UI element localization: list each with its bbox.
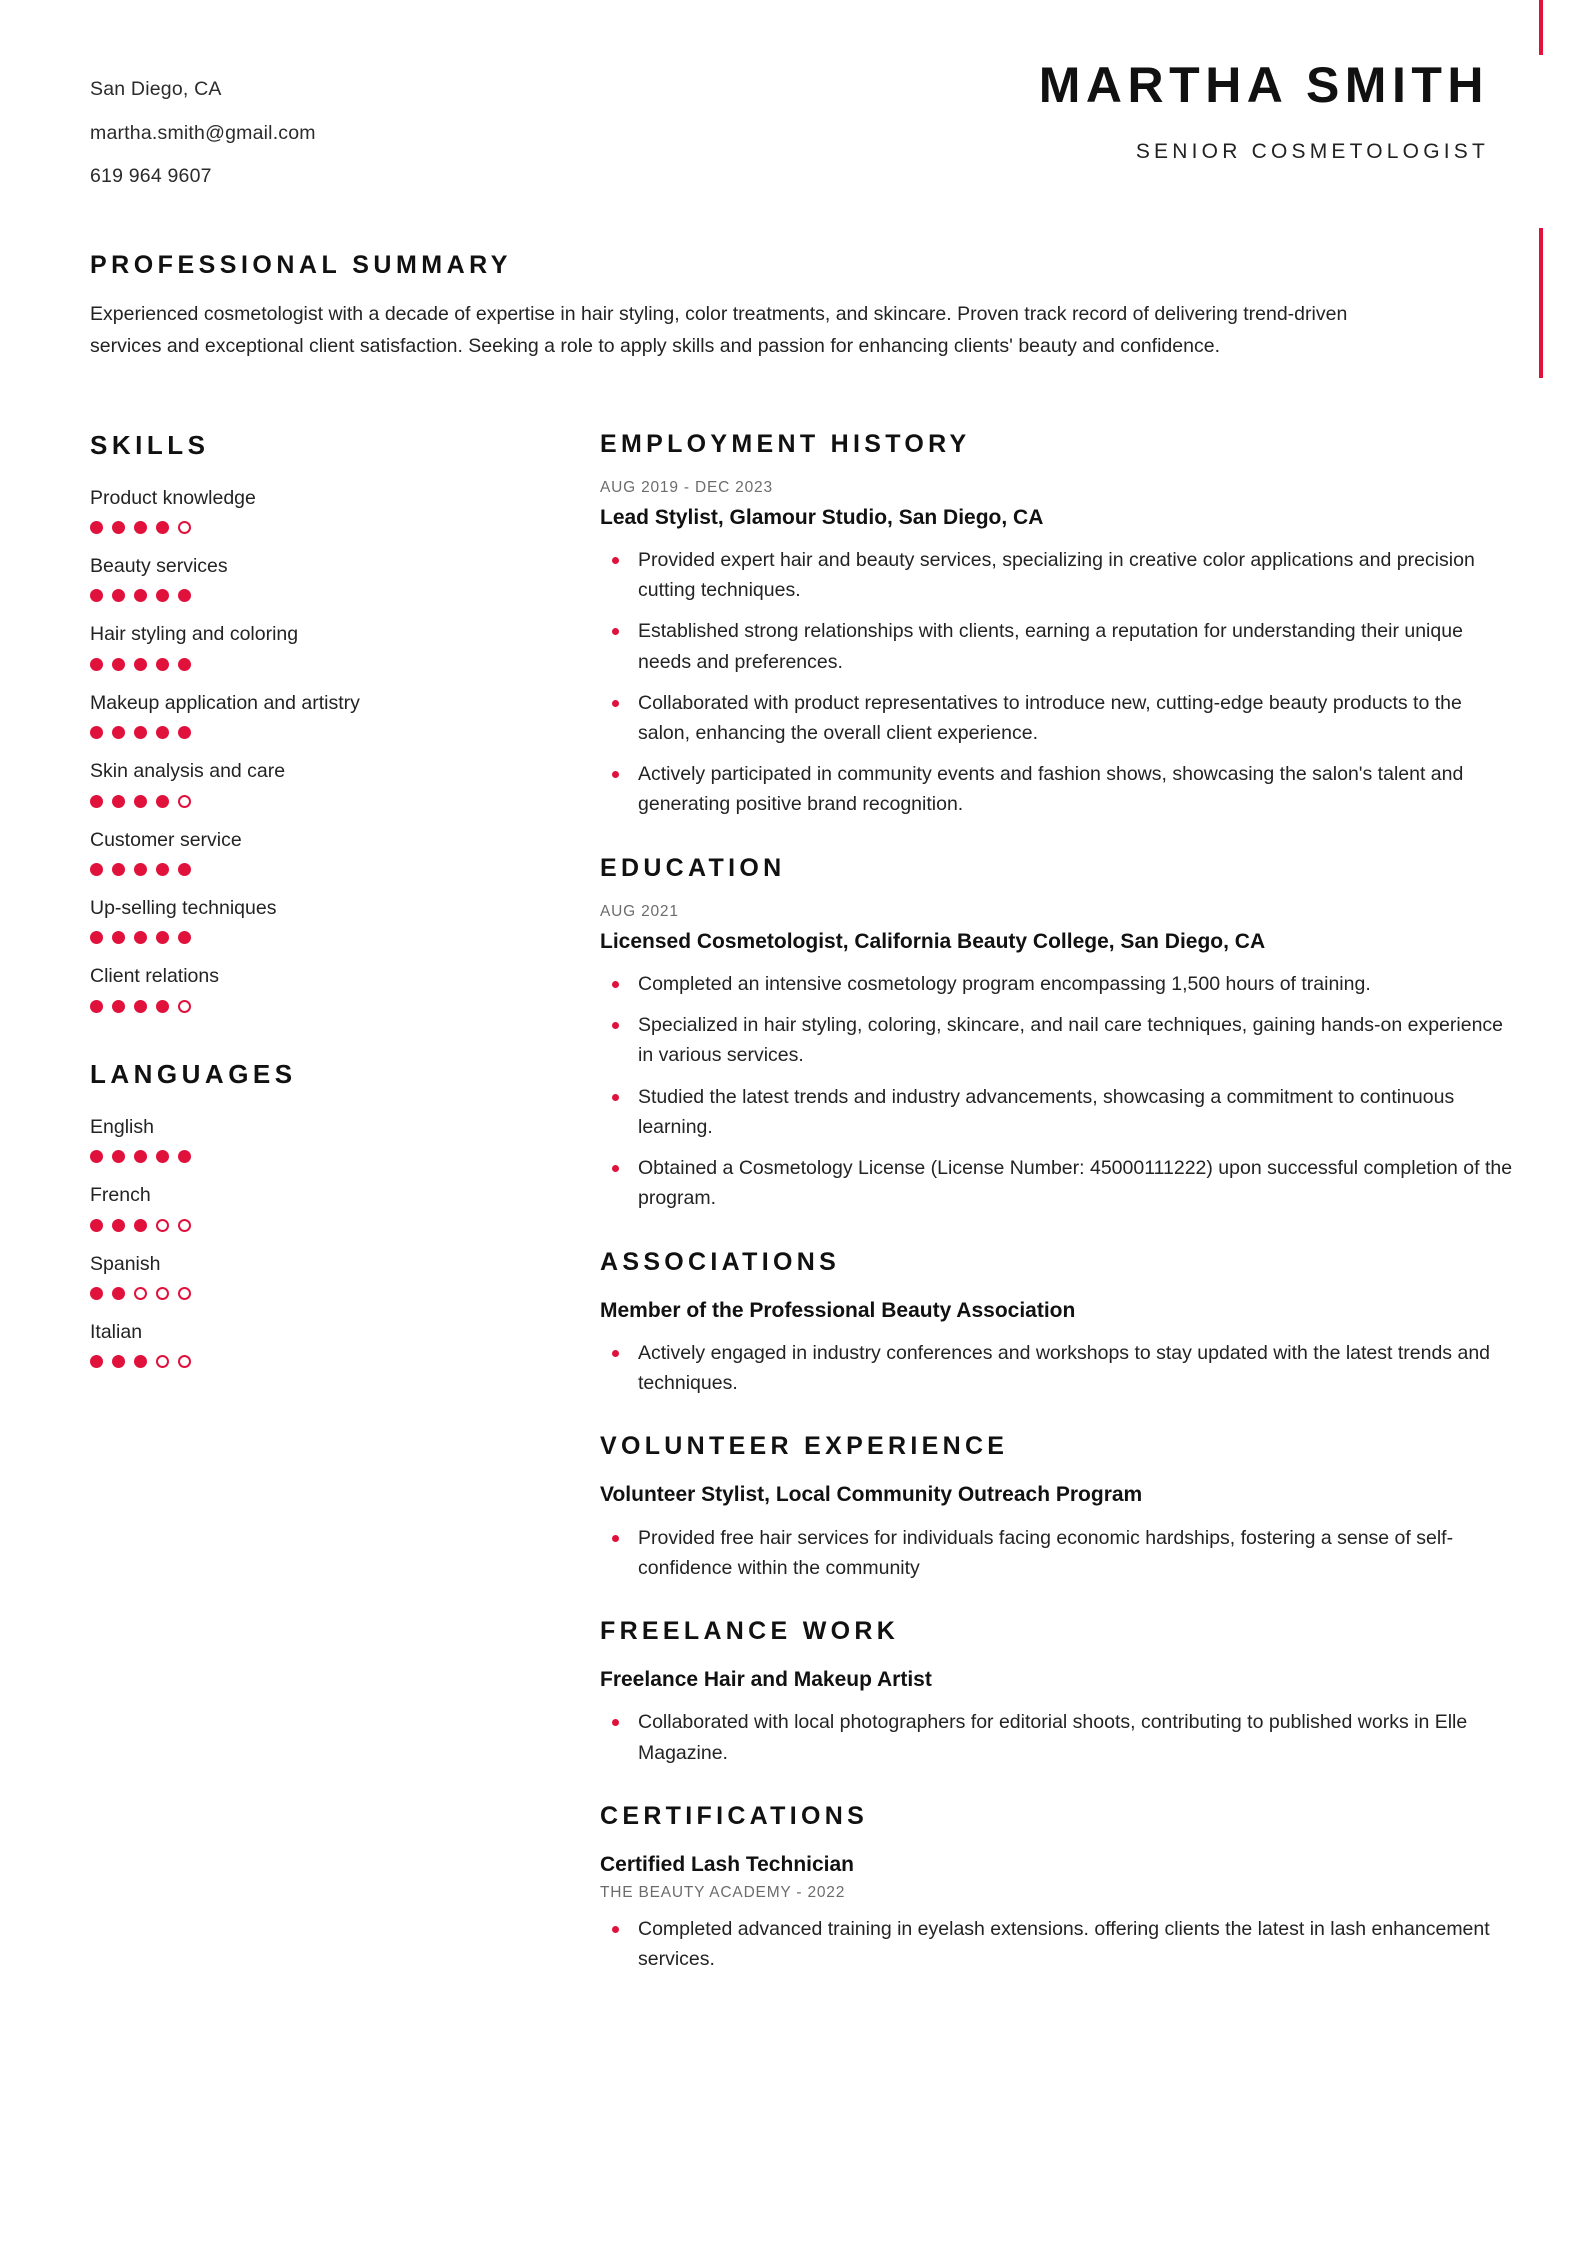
- rating-dot: [112, 658, 125, 671]
- entry-bullet: Provided free hair services for individuals facing economic hardships, fostering a sense of self-confidence within the community: [600, 1523, 1513, 1583]
- accent-rule-middle: [1539, 228, 1543, 378]
- section-title: FREELANCE WORK: [600, 1617, 900, 1645]
- entry-bullet-list: [600, 969, 1513, 1214]
- skill-rating: [90, 521, 510, 534]
- entry-bullet-list: [600, 1338, 1513, 1398]
- rating-dot: [178, 658, 191, 671]
- entry-bullet-list: [600, 1707, 1513, 1767]
- languages-list: [90, 1116, 510, 1369]
- entry-title: Freelance Hair and Makeup Artist: [600, 1668, 932, 1691]
- rating-dot: [112, 1150, 125, 1163]
- section-title: EMPLOYMENT HISTORY: [600, 429, 971, 458]
- entry-bullet: Completed an intensive cosmetology program encompassing 1,500 hours of training.: [600, 969, 1513, 999]
- rating-dot: [90, 1150, 103, 1163]
- entry-title: Volunteer Stylist, Local Community Outreach Program: [600, 1483, 1143, 1507]
- entry-bullet: Actively engaged in industry conferences and workshops to stay updated with the latest trends and techniques.: [600, 1338, 1513, 1398]
- language-name: Italian: [90, 1320, 143, 1343]
- right-column: [510, 430, 1513, 2009]
- entry-title: Member of the Professional Beauty Association: [600, 1298, 1076, 1322]
- entry-bullet-list: [600, 545, 1513, 820]
- resume-body: [0, 382, 1588, 2049]
- rating-dot: [156, 1355, 169, 1368]
- section-title: EDUCATION: [600, 853, 786, 882]
- entry-bullet: Established strong relationships with clients, earning a reputation for understanding their unique needs and preferences.: [600, 616, 1513, 676]
- section-entry: [600, 1297, 1513, 1399]
- rating-dot: [90, 521, 103, 534]
- rating-dot: [178, 863, 191, 876]
- rating-dot: [90, 658, 103, 671]
- rating-dot: [112, 1000, 125, 1013]
- rating-dot: [90, 1000, 103, 1013]
- rating-dot: [178, 795, 191, 808]
- rating-dot: [134, 795, 147, 808]
- section-entry: [600, 1851, 1513, 1975]
- entry-subtitle: THE BEAUTY ACADEMY - 2022: [600, 1884, 846, 1902]
- section-entry: [600, 1666, 1513, 1768]
- rating-dot: [178, 1355, 191, 1368]
- skill-rating: [90, 1000, 510, 1013]
- skill-rating: [90, 863, 510, 876]
- contact-block: [90, 60, 745, 211]
- skill-name: Up-selling techniques: [90, 897, 277, 919]
- skill-name: Product knowledge: [90, 486, 256, 509]
- rating-dot: [134, 1219, 147, 1232]
- entry-bullet: Collaborated with product representatives to introduce new, cutting-edge beauty products to the salon, enhancing the overall client experience.: [600, 688, 1513, 748]
- rating-dot: [90, 589, 103, 602]
- skill-name: Client relations: [90, 965, 219, 988]
- skill-name: Makeup application and artistry: [90, 691, 360, 714]
- language-rating: [90, 1355, 510, 1368]
- left-column: [90, 430, 510, 1390]
- skill-rating: [90, 795, 510, 808]
- languages-section: [90, 1059, 510, 1369]
- rating-dot: [90, 1287, 103, 1300]
- rating-dot: [156, 863, 169, 876]
- rating-dot: [178, 521, 191, 534]
- professional-summary-title: PROFESSIONAL SUMMARY: [90, 250, 512, 279]
- rating-dot: [112, 1287, 125, 1300]
- language-rating: [90, 1219, 510, 1232]
- rating-dot: [134, 726, 147, 739]
- entry-title: Licensed Cosmetologist, California Beauty College, San Diego, CA: [600, 929, 1266, 953]
- rating-dot: [134, 1355, 147, 1368]
- entry-bullet: Actively participated in community events and fashion shows, showcasing the salon's talent and generating positive brand recognition.: [600, 759, 1513, 819]
- rating-dot: [178, 1219, 191, 1232]
- skill-name: Skin analysis and care: [90, 760, 286, 783]
- entry-date: AUG 2019 - DEC 2023: [600, 478, 773, 496]
- rating-dot: [156, 726, 169, 739]
- resume-section: [600, 1802, 1513, 1975]
- rating-dot: [112, 726, 125, 739]
- rating-dot: [178, 1150, 191, 1163]
- rating-dot: [134, 931, 147, 944]
- section-title: VOLUNTEER EXPERIENCE: [600, 1432, 1009, 1461]
- entry-bullet: Specialized in hair styling, coloring, skincare, and nail care techniques, gaining hands-on experience in various services.: [600, 1010, 1513, 1070]
- entry-bullet: Completed advanced training in eyelash extensions. offering clients the latest in lash enhancement services.: [600, 1914, 1513, 1974]
- rating-dot: [112, 863, 125, 876]
- skill-rating: [90, 931, 510, 944]
- rating-dot: [134, 1287, 147, 1300]
- skills-list: [90, 487, 510, 1013]
- entry-title: Certified Lash Technician: [600, 1852, 854, 1876]
- rating-dot: [90, 726, 103, 739]
- rating-dot: [112, 1355, 125, 1368]
- rating-dot: [112, 795, 125, 808]
- professional-summary-section: [0, 211, 1588, 363]
- entry-date: AUG 2021: [600, 902, 679, 920]
- section-entry: [600, 479, 1513, 820]
- rating-dot: [156, 1000, 169, 1013]
- rating-dot: [178, 726, 191, 739]
- entry-bullet: Studied the latest trends and industry advancements, showcasing a commitment to continuous learning.: [600, 1082, 1513, 1142]
- rating-dot: [112, 521, 125, 534]
- language-name: French: [90, 1184, 151, 1207]
- rating-dot: [90, 795, 103, 808]
- entry-bullet: Collaborated with local photographers for editorial shoots, contributing to published works in Elle Magazine.: [600, 1707, 1513, 1767]
- accent-rule-top: [1539, 0, 1543, 55]
- entry-bullet-list: [600, 1523, 1513, 1583]
- contact-email: martha.smith@gmail.com: [90, 121, 316, 144]
- rating-dot: [112, 589, 125, 602]
- resume-section: [600, 1432, 1513, 1583]
- rating-dot: [156, 1287, 169, 1300]
- rating-dot: [178, 589, 191, 602]
- section-title: CERTIFICATIONS: [600, 1801, 869, 1830]
- rating-dot: [134, 863, 147, 876]
- rating-dot: [156, 1219, 169, 1232]
- entry-bullet-list: [600, 1914, 1513, 1974]
- resume-section: [600, 430, 1513, 820]
- language-name: Spanish: [90, 1252, 161, 1275]
- contact-location: San Diego, CA: [90, 78, 222, 100]
- candidate-role: SENIOR COSMETOLOGIST: [1135, 140, 1489, 163]
- entry-title: Lead Stylist, Glamour Studio, San Diego, CA: [600, 505, 1044, 529]
- rating-dot: [134, 1000, 147, 1013]
- skills-title: SKILLS: [90, 429, 210, 460]
- section-entry: [600, 1481, 1513, 1583]
- skills-section: [90, 430, 510, 1013]
- skill-name: Customer service: [90, 828, 242, 851]
- rating-dot: [156, 521, 169, 534]
- rating-dot: [134, 1150, 147, 1163]
- identity-block: [745, 57, 1513, 164]
- languages-title: LANGUAGES: [90, 1058, 297, 1089]
- rating-dot: [90, 1219, 103, 1232]
- rating-dot: [156, 1150, 169, 1163]
- rating-dot: [90, 1355, 103, 1368]
- section-title: ASSOCIATIONS: [600, 1247, 841, 1276]
- resume-header: [0, 0, 1588, 211]
- rating-dot: [156, 589, 169, 602]
- candidate-name: MARTHA SMITH: [1038, 57, 1489, 113]
- rating-dot: [178, 1287, 191, 1300]
- language-rating: [90, 1150, 510, 1163]
- skill-name: Beauty services: [90, 555, 228, 578]
- rating-dot: [90, 931, 103, 944]
- rating-dot: [156, 658, 169, 671]
- professional-summary-text: Experienced cosmetologist with a decade of expertise in hair styling, color treatments, and skincare. Proven track record of delivering trend-driven services and exceptional client satisfaction. Seeking a role to apply skills and passion for enhancing clients' beauty and confidence.: [90, 303, 1348, 357]
- resume-section: [600, 1248, 1513, 1399]
- resume-section: [600, 1617, 1513, 1768]
- rating-dot: [112, 931, 125, 944]
- contact-phone: 619 964 9607: [90, 165, 212, 187]
- entry-bullet: Provided expert hair and beauty services, specializing in creative color applications and precision cutting techniques.: [600, 545, 1513, 605]
- rating-dot: [90, 863, 103, 876]
- section-entry: [600, 903, 1513, 1214]
- rating-dot: [156, 795, 169, 808]
- skill-rating: [90, 658, 510, 671]
- skill-rating: [90, 726, 510, 739]
- rating-dot: [178, 1000, 191, 1013]
- rating-dot: [178, 931, 191, 944]
- skill-rating: [90, 589, 510, 602]
- rating-dot: [112, 1219, 125, 1232]
- rating-dot: [134, 521, 147, 534]
- rating-dot: [156, 931, 169, 944]
- skill-name: Hair styling and coloring: [90, 623, 299, 646]
- language-rating: [90, 1287, 510, 1300]
- rating-dot: [134, 658, 147, 671]
- rating-dot: [134, 589, 147, 602]
- language-name: English: [90, 1115, 154, 1138]
- entry-bullet: Obtained a Cosmetology License (License Number: 45000111222) upon successful completion of the program.: [600, 1153, 1513, 1213]
- resume-section: [600, 854, 1513, 1214]
